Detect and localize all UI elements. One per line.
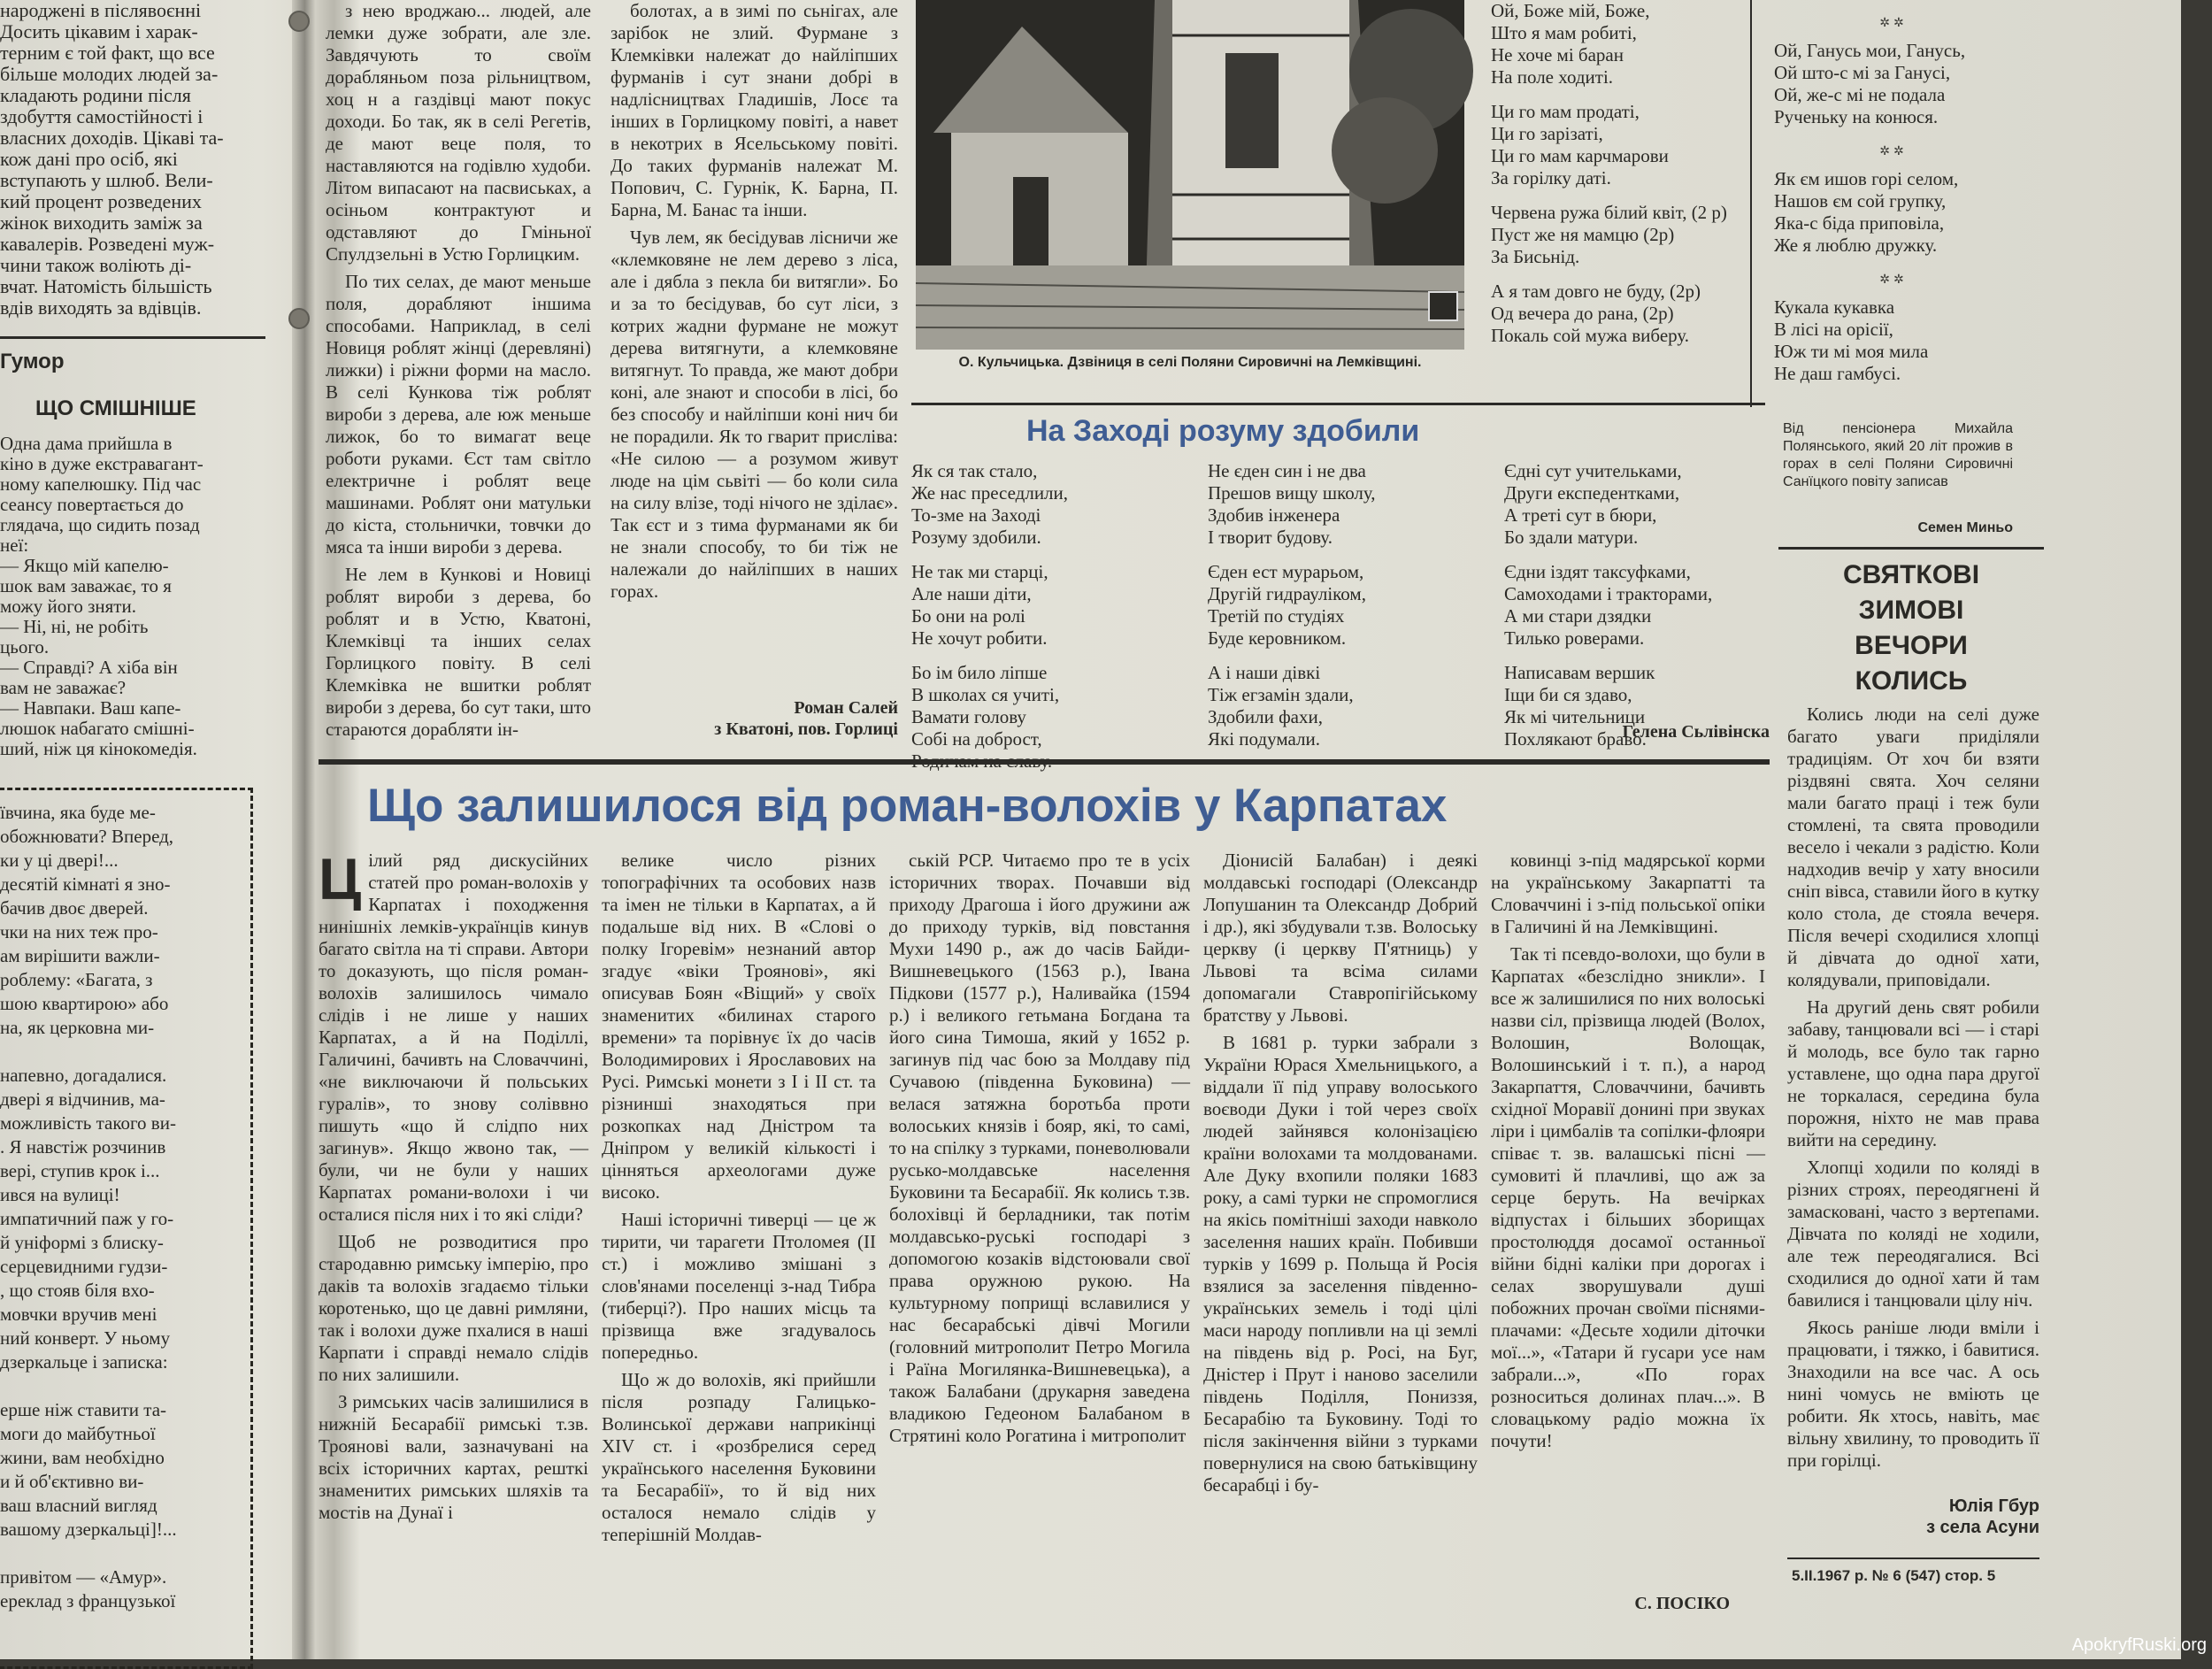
- text-line: жінок виходить заміж за: [0, 212, 203, 234]
- text-line: Одна дама прийшла в: [0, 433, 173, 454]
- article-col-2: [602, 850, 876, 1646]
- text-line: — Навпаки. Ваш капе-: [0, 697, 181, 719]
- paragraph: Щоб не розводитися про стародавню римську імперію, про даків та волохів згадаємо тільки коротенько, що це давні римляни, так і волохи дуже пхалися в наші Карпати і справді немало слідів по них залишили.: [319, 1231, 588, 1385]
- stanza: Єдні сут учительками, Други експедентками, А треті сут в бюри, Бо здали матури.: [1504, 460, 1682, 548]
- text-line: . Я навстіж розчинив: [0, 1136, 166, 1158]
- stanza: Як ся так стало, Же нас преседлили, То-зме на Заході Розуму здобили.: [911, 460, 1069, 548]
- text-line: и й об'єктивно ви-: [0, 1471, 144, 1492]
- title-line: КОЛИСЬ: [1855, 666, 1968, 696]
- article-title: Що залишилося від роман-волохів у Карпатах: [367, 780, 1448, 832]
- text-line: цього.: [0, 636, 50, 658]
- text-line: можливість такого ви-: [0, 1112, 176, 1134]
- text-line: ваш власний вигляд: [0, 1495, 157, 1516]
- poem-author: Гелена Сьлівінска: [1622, 722, 1770, 742]
- svyatkovi-author: [1787, 1496, 2039, 1549]
- paragraph: Що ж до волохів, які прийшли після розпаду Галицько-Волинської держави наприкінці XIV ст. і «розбрелися серед українського населення Буковини та Бесарабії», то й від них осталося немало слідів у теперішній Молдав-: [602, 1369, 876, 1545]
- text-line: шок вам заважає, то я: [0, 575, 172, 596]
- text-line: ний конверт. У ньому: [0, 1327, 171, 1349]
- svyatkovi-text: [1787, 704, 2039, 1482]
- paragraph: По тих селах, де мают меньше поля, дорабляют іншима способами. Наприклад, в селі Новиця роблят жінці (деревляні) лижки) і ріжни форми на масло. В селі Кункова тіж роблят вироби з дерева, але юж меньше лижок, бо то вимагат веце роботи руками. Єст там світло електричне і роблят веце машинами. Роблят они матульки до кіста, стольнички, товчки до мяса та інши вироби з дерева.: [326, 271, 591, 558]
- humor-subtitle: ЩО СМІШНІШЕ: [35, 396, 196, 420]
- binding-hole: [288, 11, 310, 32]
- text-line: дзеркальце і записка:: [0, 1351, 168, 1373]
- text-line: бачив двоє дверей.: [0, 897, 149, 919]
- text-line: обожнювати? Вперед,: [0, 826, 174, 847]
- paragraph: Чув лем, як бесідував лісничи же «клемковяне не лем дерево з ліса, але і дябла з пекла би витягли». Бо и за то бесідував, бо сут ліси, з котрих жадни фурмане не можут дерева витягнути, а клемковяне витягнут. То правда, же мают добри коні, але знают и способи в лісі, бо без способу и найліпши коні нич би не порадили. Як то гварит присліва: «Не силою — а розумом живут люде на цім сьвіті — бо коли сила на силу влізе, тоді нічого не зділає». Так єст и з тима фурманами як би не знали способу, то би тіж не належали до найліпших в наших горах.: [611, 227, 898, 602]
- stanza: Не так ми старці, Але наши діти, Бо они на ролі Не хочут робити.: [911, 561, 1048, 649]
- stanza: А я там довго не буду, (2р) Од вечера до рана, (2р) Покаль сой мужа виберу.: [1491, 281, 1701, 346]
- text-line: ився на вулиці!: [0, 1184, 120, 1205]
- article-col-3: [889, 850, 1190, 1646]
- paragraph: [319, 846, 588, 1226]
- title-line: ЗИМОВІ: [1858, 596, 1964, 625]
- text-line: кож дані про осіб, які: [0, 148, 178, 170]
- village-column-3: [611, 0, 898, 717]
- paragraph: Хлопці ходили по коляді в різних строях, переодягнені й замасковані, часто з вертепами. Дівчата по коляді не ходили, але теж переодягалися. Всі сходилися до одної хати й там бавилися і танцювали цілу ніч.: [1787, 1157, 2039, 1311]
- svyatkovi-title: [1787, 558, 2035, 699]
- humor-text: [0, 434, 264, 761]
- text-line: моги до майбутньої: [0, 1423, 156, 1444]
- stanza: Червена ружа білий квіт, (2 р) Пуст же ня мамцю (2р) За Бисьнід.: [1491, 202, 1727, 267]
- text-line: десятій кімнаті я зно-: [0, 873, 171, 895]
- text-line: , що стояв біля вхо-: [0, 1280, 155, 1301]
- paragraph: ковинці з-під мадярської корми на українському Закарпатті та Словаччині і з-під польської опіки в Галичині й на Лемківщині.: [1491, 850, 1765, 937]
- stanza: Кукала кукавка В лісі на орісії, Юж ти мі моя мила Не даш гамбусі.: [1774, 296, 1929, 384]
- song-source: Від пенсіонера Михайла Полянського, який 20 літ прожив в горах в селі Поляни Сировичні Санїцкого повіту записав: [1783, 421, 2013, 489]
- paragraph: з нею вроджаю... людей, але лемки дуже зобрати, але зле. Завдячують то своїм дорабляньом поза рільництвом, хоц н а газдівці мают покус доходи. Бо так, як в селі Регетів, де мают веце поля, то наставляются на годівлю худоби. Літом випасают на пасвиськах, а осіньом контрактуют и одставляют до Гміньної Спулдзельні в Устю Горлицким.: [326, 0, 591, 265]
- text-line: вдів виходять за вдівців.: [0, 296, 202, 319]
- text-line: привітом — «Амур».: [0, 1566, 167, 1588]
- text-line: кладають родини після: [0, 84, 191, 106]
- text-line: кий процент розведених: [0, 190, 202, 212]
- article-col-5: [1491, 850, 1765, 1584]
- stanza: Ой, Ганусь мои, Ганусь, Ой што-с мі за Ганусі, Ой, же-с мі не подала Рученьку на конюся.: [1774, 40, 1966, 127]
- stanza: А і наши дівкі Тіж егзамін здали, Здобили фахи, Які подумали.: [1208, 662, 1354, 750]
- text-line: ам вирішити важли-: [0, 945, 160, 966]
- text-line: ереклад з французької: [0, 1590, 176, 1611]
- text-line: можу його зняти.: [0, 596, 136, 617]
- text-line: ки у ці двері!...: [0, 850, 119, 871]
- text-line: вері, ступив крок і...: [0, 1160, 160, 1181]
- poem-col-1: [911, 460, 1177, 750]
- text-line: кіно в дуже екстравагант-: [0, 453, 204, 474]
- text-line: [0, 1040, 239, 1064]
- poem-col-2: [1208, 460, 1473, 750]
- humor-title: Гумор: [0, 350, 65, 373]
- title-line: ВЕЧОРИ: [1855, 631, 1968, 660]
- stanza: Ой, Боже мій, Боже, Што я мам робиті, Не хоче мі баран На поле ходиті.: [1491, 0, 1650, 88]
- text-line: на, як церковна ми-: [0, 1017, 155, 1038]
- text-line: більше молодих людей за-: [0, 63, 219, 85]
- stanza: Єдни іздят таксуфками, Самоходами і тракторами, А ми стари дзядки Тилько роверами.: [1504, 561, 1713, 649]
- author-place: з Кватоні, пов. Горлиці: [714, 719, 898, 739]
- text-line: сеансу повертається до: [0, 494, 184, 515]
- asterism-icon: ✲✲: [1879, 273, 1908, 287]
- paragraph: Так ті псевдо-волохи, що були в Карпатах «безслідно зникли». І все ж залишилися по них волоські назви сіл, прізвища людей (Волох, Волошин, Волощак, Волошинський і т. п.), а народ Закарпаття, Словаччини, бачивть східної Моравії донині при звуках ліри і цимбалів та сопілки-флояри співає т. зв. валашські пісні — сумовиті й плачливі, що аж за серце беруть. На вечірках відпустах і більших зборищах простолюддя досамої останньої війни бідні каліки при дорогах і селах зворушували душі побожних прочан своїми піснями-плачами: «Десьте ходили діточки мої...», «Татари й гусари усе нам забрали...», «По горах розноситься долинах плач...». В словацькому радіо можна їх почути!: [1491, 943, 1765, 1451]
- photo-caption: О. Кульчицька. Дзвіниця в селі Поляни Сировичні на Лемківщині.: [958, 355, 1422, 370]
- text-line: власних доходів. Цікаві та-: [0, 127, 224, 149]
- divider: [1778, 547, 2044, 550]
- folk-song-1: [1491, 0, 1756, 398]
- text-line: вступають у шлюб. Вели-: [0, 169, 213, 191]
- text-line: глядача, що сидить позад: [0, 514, 200, 535]
- divider: [0, 336, 265, 339]
- drop-cap: Ц: [319, 846, 362, 911]
- text-line: неї:: [0, 535, 29, 556]
- text-line: вам не заважає?: [0, 677, 127, 698]
- paragraph: ській РСР. Читаємо про те в усіх історичних творах. Почавши від приходу Драгоша і його дружини аж до приходу турків, від повстання Мухи 1490 р., аж до часів Байди-Вишневецького (1563 р.), Івана Підкови (1577 р.), Наливайка (1594 р.) і великого гетьмана Богдана та його сина Тимоша, який у 1652 р. загинув під час бою за Молдаву під Сучавою (південна Буковина) — велася затяжна боротьба проти волоських князів і бояр, які, то самі, то на спілку з турками, поневолювали русько-молдавське населення Буковини та Бесарабії. Як колись т.зв. болохівці й берладники, так потім молдавсько-руські господарі з допомогою козаків відстоювали свої права оружною рукою. На культурному поприщі вславилися у нас бесарабські дівчі Могили (головний митрополит Петро Могила і Раїна Могилянка-Вишневецька), а також Балабани (друкарня заведена владикою Гедеоном Балабаном в Стрятині коло Рогатина і митрополит: [889, 850, 1190, 1446]
- text-line: жини, вам необхідно: [0, 1447, 165, 1468]
- text-line: напевно, догадалися.: [0, 1065, 167, 1086]
- paragraph: Наші історичні тиверці — це ж тирити, чи тарагети Птоломея (II ст.) і можливо змішані з слов'янами поселенці з-над Тибра (тиберці?). Про наших місць та прізвища вже згадувалось попередньо.: [602, 1209, 876, 1363]
- divider: [1750, 0, 1752, 407]
- asterism-icon: ✲✲: [1879, 17, 1908, 30]
- paragraph-text: ілий ряд дискусійних статей про роман-волохів у Карпатах і походження нинішніх лемків-українців кинув багато світла на ті справи. Автори то доказують, що після роман-волохів залишилось чимало слідів і не лише у наших Карпатах, а й на Поділлі, Галичині, бачивть на Словаччині, «не виключаючи й польських гуралів», то знову соліввно пишуть «що й слідпо них загинув». Якщо жвоно так, — були, чи не були у наших Карпатах романи-волохи і чи осталися після них і то які сліди?: [319, 850, 588, 1225]
- song-recorder: Семен Миньо: [1917, 520, 2013, 535]
- poem-title: На Заході розуму здобили: [1026, 414, 1420, 448]
- text-line: здобуття самостійності і: [0, 105, 204, 127]
- text-line: — Якщо мій капелю-: [0, 555, 169, 576]
- title-line: СВЯТКОВІ: [1842, 560, 1980, 589]
- text-line: — Справді? А хіба він: [0, 657, 178, 678]
- stanza: Не єден син і не два Прешов вищу школу, Здобив інженера І творит будову.: [1208, 460, 1376, 548]
- text-line: шою квартирою» або: [0, 993, 169, 1014]
- text-line: ший, ніж ця кінокомедія.: [0, 738, 197, 759]
- paragraph: На другий день свят робили забаву, танцювали всі — і старі й молодь, все було так гарно уставлене, що одна пара другої не торкалася, середина була порожня, ніхто не мав права вийти на середину.: [1787, 996, 2039, 1150]
- article-rule: [319, 759, 1770, 765]
- text-line: кавалерів. Розведені муж-: [0, 233, 215, 255]
- author-name: Юлія Гбур: [1948, 1496, 2039, 1516]
- page-fold: [292, 0, 315, 1659]
- text-line: ївчина, яка буде ме-: [0, 802, 156, 823]
- author-place: з села Асуни: [1926, 1518, 2039, 1537]
- issue-footer: 5.II.1967 р. № 6 (547) стор. 5: [1792, 1567, 1996, 1584]
- bell-tower-photo: [916, 0, 1464, 350]
- text-line: [0, 1542, 239, 1565]
- article-col-4: [1203, 850, 1478, 1646]
- box-text: [0, 801, 239, 1650]
- paragraph: Діонисій Балабан) і деякі молдавські господарі (Олександр Лопушанин та Олександр Добрий і др.), які збудували т.зв. Волоську церкву (і церкву П'ятниць) у Львові та всіма силами допомагали Ставропігійському братству у Львові.: [1203, 850, 1478, 1026]
- divider: [1787, 1557, 2039, 1559]
- text-line: двері я відчинив, ма-: [0, 1088, 165, 1110]
- village-author: [611, 697, 898, 750]
- paragraph: Якось раніше люди вміли і працювати, і тяжко, і бавитися. Знаходили на все час. А ось нині чомусь не вміють це робити. Як хтось, навіть, має вільну хвилину, то проводить її при горілці.: [1787, 1317, 2039, 1471]
- text-line: серцевидними гудзи-: [0, 1256, 168, 1277]
- text-line: роблему: «Багата, з: [0, 969, 153, 990]
- paragraph: Не лем в Кункові и Новиці роблят вироби з дерева, бо роблят и в Устю, Кватоні, Клемківці та інших селах Горлицкого повіту. В селі Клемківка не вшитки роблят вироби з дерева, бо сут таки, што стараются дорабляти ін-: [326, 564, 591, 740]
- left-top-text: [0, 0, 265, 327]
- text-line: импатичний паж у го-: [0, 1208, 174, 1229]
- article-col-1: [319, 846, 588, 1646]
- folk-song-2: [1774, 9, 2013, 384]
- text-line: люшок набагато смішні-: [0, 718, 195, 739]
- text-line: [0, 1374, 239, 1398]
- paragraph: В 1681 р. турки забрали з України Юрася Хмельницького, а віддали її під управу волоського воєводи Дуки і той через своїх людей зайнявся колонізацією країни волохами та молдованами. Але Дуку вхопили поляки 1683 року, а самі турки не спромоглися на якісь помітніші заходи навколо заселення наших країн. Побивши турків у 1699 р. Польща й Росія взялися за заселення південно-українських земель і тоді цілі маси народу попливли на ці землі на південь від р. Росі, на Буг, Дністер і Прут і наново заселили південь Поділля, Пониззя, Бесарабію та Буковину. Тоді то після закінчення війни з турками повернулися на свою батьківщину бесарабці і бу-: [1203, 1032, 1478, 1496]
- divider: [911, 403, 1765, 405]
- text-line: ерше ніж ставити та-: [0, 1399, 167, 1420]
- text-line: — Ні, ні, не робіть: [0, 616, 149, 637]
- binding-hole: [288, 308, 310, 329]
- text-line: чки на них теж про-: [0, 921, 158, 942]
- text-line: вашому дзеркальці]!...: [0, 1519, 177, 1540]
- paragraph: Колись люди на селі дуже багато уваги приділяли традиціям. От хоч би взяти різдвяні свята. Хоч селяни мали багато праці і теж були стомлені, та свята проводили весело і чекали з радістю. Коли надходив вечір у хату вносили сніп вівса, ставили його в кутку коло стола, де стояла вечеря. Після вечері сходилися хлопці й дівчата до одної хати, колядували, приповідали.: [1787, 704, 2039, 990]
- belfry-woodcut: [916, 0, 1464, 350]
- text-line: ному капелюшку. Під час: [0, 473, 202, 495]
- village-column-2: [326, 0, 591, 752]
- text-line: терним є той факт, що все: [0, 42, 215, 64]
- text-line: мовчки вручив мені: [0, 1304, 157, 1325]
- stanza: Ци го мам продаті, Ци го зарізаті, Ци го мам карчмарови За горілку даті.: [1491, 101, 1669, 188]
- paragraph: болотах, а в зимі по сьнігах, але зарібок не злий. Фурмане з Клемківки належат до найліпших фурманів і сут знани добрі в надлісництвах Гладишів, Лосє та інших в Горлицкому повіті, а навет в некотрих в Ясельському повіті. До таких фурманів належат М. Попович, С. Гурнік, К. Барна, П. Барна, М. Банас та інши.: [611, 0, 898, 220]
- stanza: Бо ім било ліпше В школах ся учиті, Вамати голову Собі на доброст,: [911, 662, 1060, 750]
- text-line: народжені в післявоєнні: [0, 0, 202, 21]
- stanza: Єден ест мурарьом, Другій гидрауліком, Третій по студіях Буде керовником.: [1208, 561, 1366, 649]
- article-author: С. ПОСІКО: [1634, 1594, 1730, 1613]
- stanza: Як єм ишов горі селом, Нашов єм сой групку, Яка-с біда приповіла, Же я люблю дружку.: [1774, 168, 1959, 256]
- asterism-icon: ✲✲: [1879, 145, 1908, 158]
- stanza: Написавам вершик Іщи би ся здаво, Як мі чительници Похлякают браво.: [1504, 662, 1655, 750]
- paragraph: З римських часів залишилися в нижній Бесарабії римські т.зв. Троянові вали, зазначувані на всіх історичних картах, решткі знаменитих римських шляхів та мостів на Дунаї і: [319, 1391, 588, 1523]
- text-line: Досить цікавим і харак-: [0, 20, 198, 42]
- watermark: ApokryfRuski.org: [2071, 1635, 2207, 1655]
- text-line: вчат. Натомість більшість: [0, 275, 212, 297]
- text-line: чини також воліють ді-: [0, 254, 192, 276]
- text-line: й уніформі з блиску-: [0, 1232, 164, 1253]
- author-name: Роман Салей: [794, 698, 898, 718]
- paragraph: велике число різних топографічних та особових назв та імен не тільки в Карпатах, а й подальше від них. В «Слові о полку Ігоревім» незнаний автор згадує «віки Троянові», які описував Боян «Віщий» у своїх знаменитих «билинах старого времени» та порівнує їх до часів Володимирових і Ярославових на Русі. Римські монети з I i II ст. та різнинші знаходяться при розкопках над Дністром та Дніпром у великій кількості і цінняться археологами дуже високо.: [602, 850, 876, 1203]
